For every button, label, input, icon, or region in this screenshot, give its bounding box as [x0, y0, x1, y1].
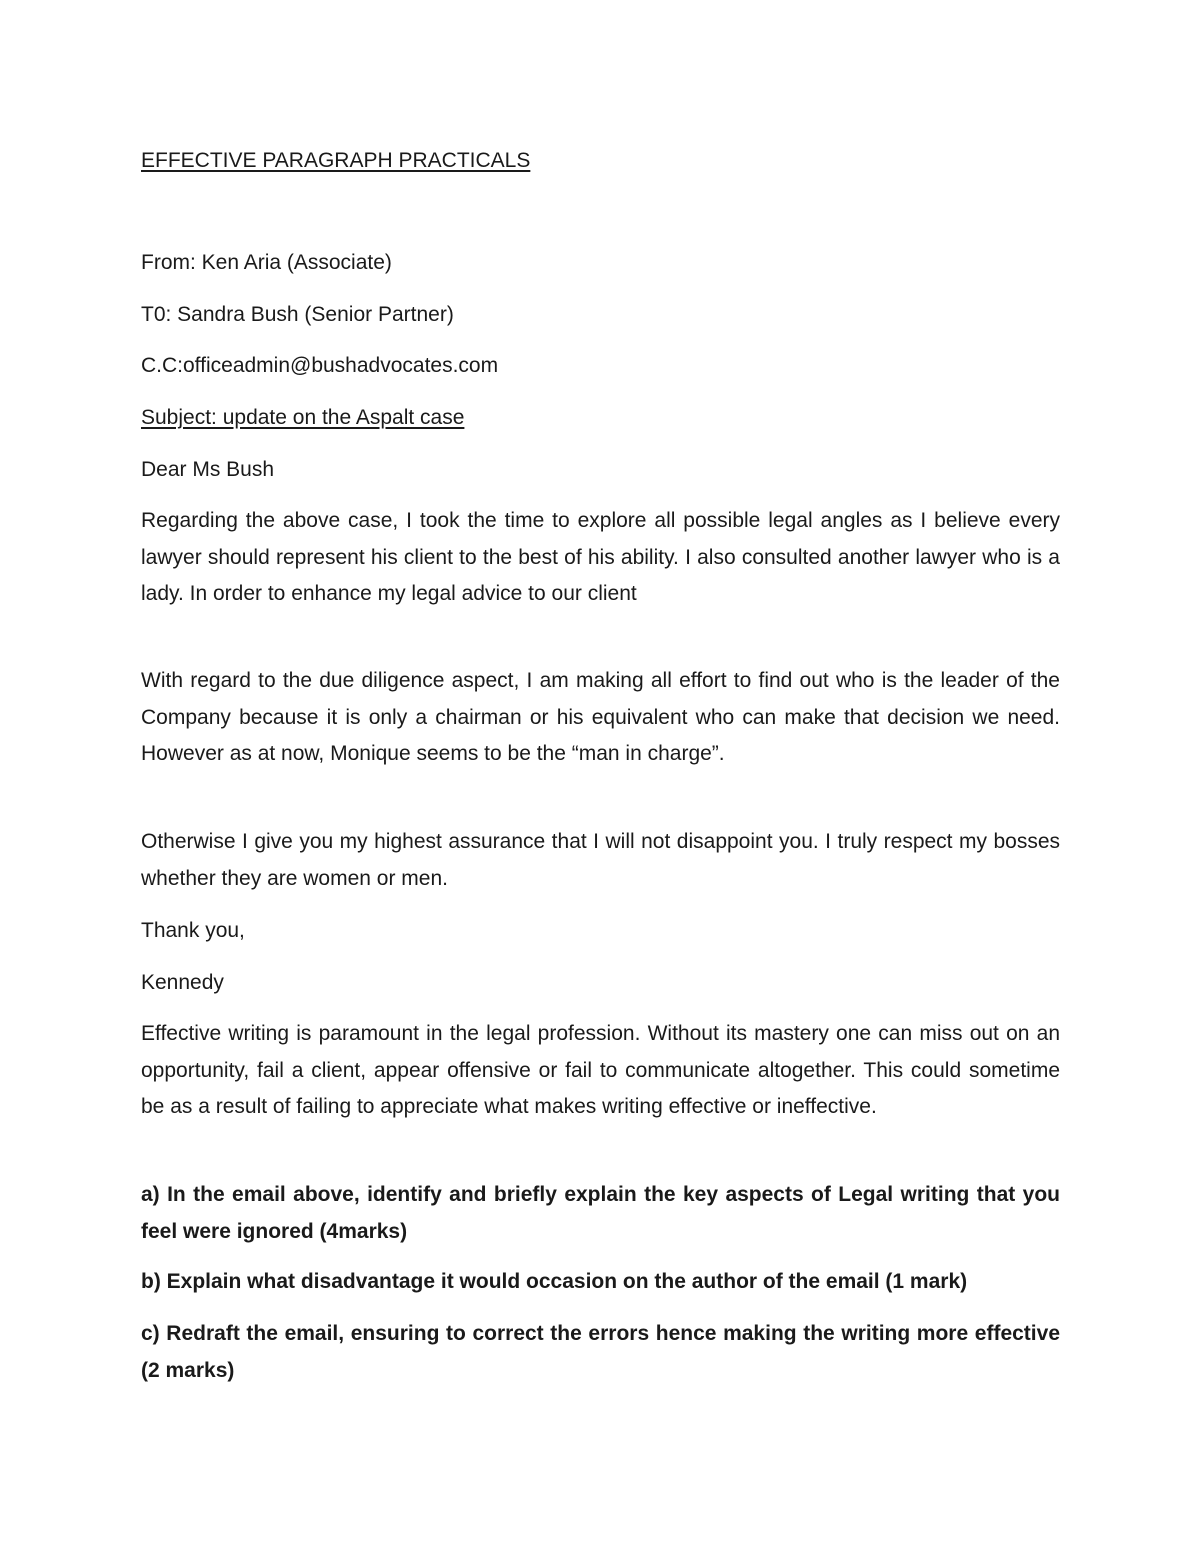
email-salutation: Dear Ms Bush — [141, 458, 275, 481]
document-title: EFFECTIVE PARAGRAPH PRACTICALS — [141, 149, 531, 172]
email-paragraph-2: With regard to the due diligence aspect, I am making all effort to find out who is the leader of the Company because it is only a chairman or his equivalent who can make that decision we need. However as at now, Monique seems to be the “man in charge”. — [141, 669, 1060, 765]
question-a: a) In the email above, identify and briefly explain the key aspects of Legal writing that you feel were ignored (4marks) — [141, 1183, 1060, 1243]
email-cc: C.C:officeadmin@bushadvocates.com — [141, 354, 499, 377]
email-subject: Subject: update on the Aspalt case — [141, 406, 465, 429]
email-to: T0: Sandra Bush (Senior Partner) — [141, 303, 454, 326]
email-paragraph-3: Otherwise I give you my highest assurance that I will not disappoint you. I truly respect my bosses whether they are women or men. — [141, 830, 1060, 890]
email-paragraph-1: Regarding the above case, I took the time to explore all possible legal angles as I believe every lawyer should represent his client to the best of his ability. I also consulted another lawyer who is a lady. In order to enhance my legal advice to our client — [141, 509, 1060, 605]
question-c: c) Redraft the email, ensuring to correct the errors hence making the writing more effective (2 marks) — [141, 1322, 1060, 1382]
email-signature: Kennedy — [141, 971, 224, 994]
email-closing: Thank you, — [141, 919, 245, 942]
question-b: b) Explain what disadvantage it would occasion on the author of the email (1 mark) — [141, 1270, 968, 1293]
document-page — [141, 0, 1060, 1553]
intro-paragraph: Effective writing is paramount in the legal profession. Without its mastery one can miss out on an opportunity, fail a client, appear offensive or fail to communicate altogether. This could sometime be as a result of failing to appreciate what makes writing effective or ineffective. — [141, 1022, 1060, 1118]
email-from: From: Ken Aria (Associate) — [141, 251, 392, 274]
